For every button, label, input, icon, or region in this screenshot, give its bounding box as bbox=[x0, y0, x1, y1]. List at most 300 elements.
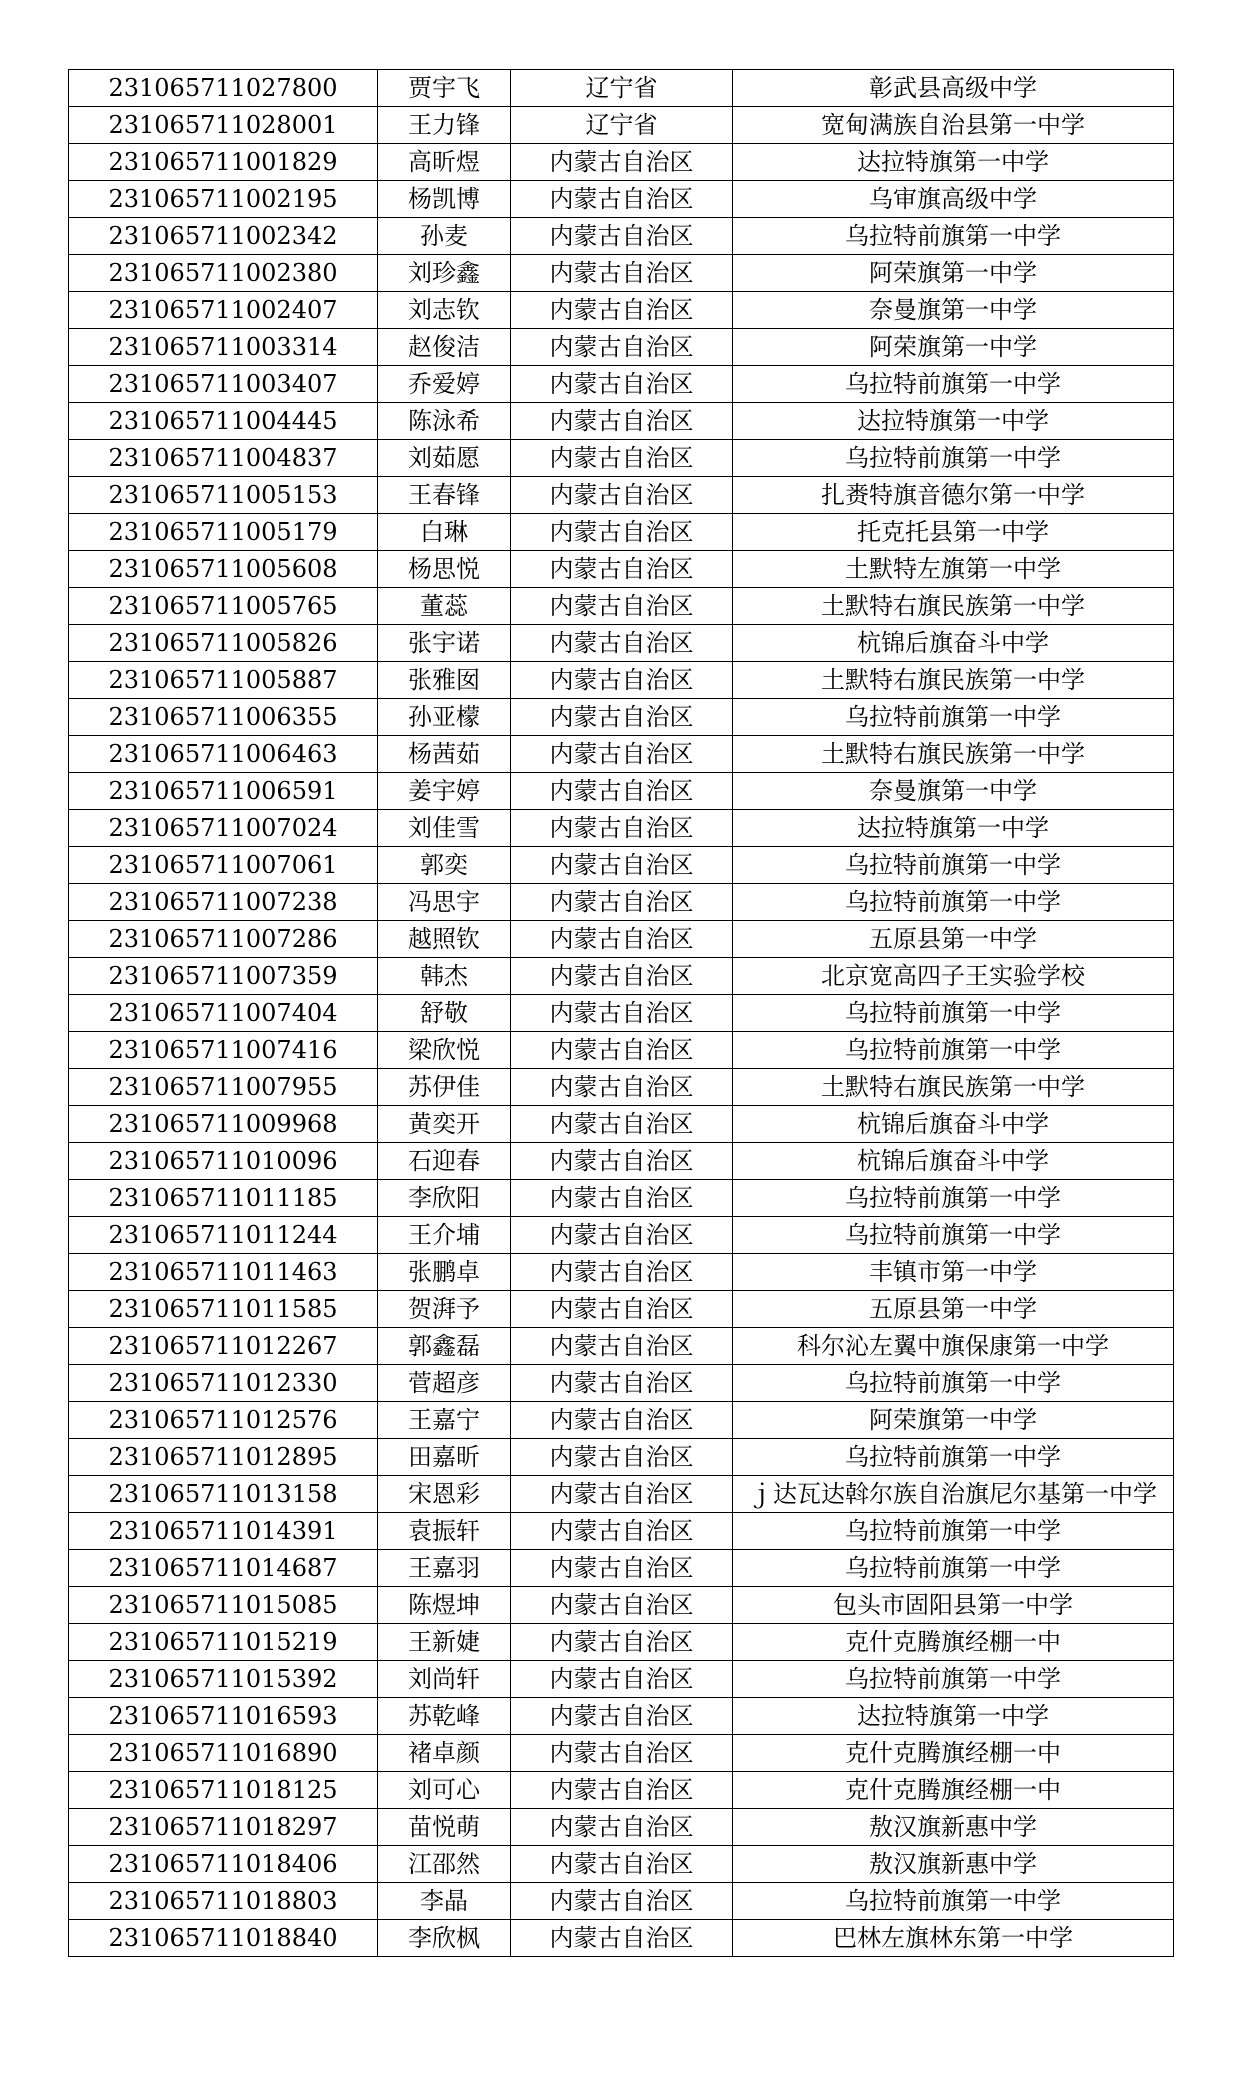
school-cell bbox=[733, 1143, 1174, 1180]
province-cell: 内蒙古自治区 bbox=[511, 403, 733, 440]
school-text: 乌拉特前旗第一中学 bbox=[845, 1517, 1061, 1545]
candidate-id-cell: 231065711002380 bbox=[69, 255, 378, 292]
candidate-id-cell: 231065711011585 bbox=[69, 1291, 378, 1328]
candidate-id-cell: 231065711006355 bbox=[69, 699, 378, 736]
school-cell bbox=[733, 1698, 1174, 1735]
candidate-id-cell: 231065711005887 bbox=[69, 662, 378, 699]
student-name-cell: 杨凯博 bbox=[378, 181, 511, 218]
student-name-cell: 宋恩彩 bbox=[378, 1476, 511, 1513]
school-text: 敖汉旗新惠中学 bbox=[869, 1813, 1037, 1841]
candidate-id-cell: 231065711005179 bbox=[69, 514, 378, 551]
student-name-cell: 石迎春 bbox=[378, 1143, 511, 1180]
table-row bbox=[69, 1476, 1174, 1513]
student-name-cell: 王力锋 bbox=[378, 107, 511, 144]
candidate-id-cell: 231065711012576 bbox=[69, 1402, 378, 1439]
table-row bbox=[69, 625, 1174, 662]
province-cell: 内蒙古自治区 bbox=[511, 1698, 733, 1735]
province-cell: 内蒙古自治区 bbox=[511, 625, 733, 662]
student-name-cell: 杨茜茹 bbox=[378, 736, 511, 773]
student-name-cell: 张鹏卓 bbox=[378, 1254, 511, 1291]
candidate-id-cell: 231065711002407 bbox=[69, 292, 378, 329]
student-name-cell: 梁欣悦 bbox=[378, 1032, 511, 1069]
province-cell: 内蒙古自治区 bbox=[511, 1439, 733, 1476]
school-text: 土默特左旗第一中学 bbox=[845, 555, 1061, 583]
province-cell: 辽宁省 bbox=[511, 70, 733, 107]
table-row bbox=[69, 1254, 1174, 1291]
province-cell: 内蒙古自治区 bbox=[511, 921, 733, 958]
roster-body bbox=[69, 70, 1174, 1957]
province-cell: 内蒙古自治区 bbox=[511, 1735, 733, 1772]
student-name-cell: 苏伊佳 bbox=[378, 1069, 511, 1106]
school-cell bbox=[733, 1920, 1174, 1957]
candidate-id-cell: 231065711011463 bbox=[69, 1254, 378, 1291]
table-row bbox=[69, 995, 1174, 1032]
province-cell: 内蒙古自治区 bbox=[511, 1032, 733, 1069]
school-cell bbox=[733, 255, 1174, 292]
province-cell: 内蒙古自治区 bbox=[511, 736, 733, 773]
student-name-cell: 袁振轩 bbox=[378, 1513, 511, 1550]
table-row bbox=[69, 1809, 1174, 1846]
candidate-id-cell: 231065711010096 bbox=[69, 1143, 378, 1180]
school-text: 杭锦后旗奋斗中学 bbox=[857, 1147, 1049, 1175]
school-text: 克什克腾旗经棚一中 bbox=[845, 1628, 1061, 1656]
table-row bbox=[69, 551, 1174, 588]
school-cell bbox=[733, 1587, 1174, 1624]
student-name-cell: 杨思悦 bbox=[378, 551, 511, 588]
table-row bbox=[69, 329, 1174, 366]
province-cell: 内蒙古自治区 bbox=[511, 1920, 733, 1957]
table-row bbox=[69, 1069, 1174, 1106]
province-cell: 辽宁省 bbox=[511, 107, 733, 144]
school-text: 乌拉特前旗第一中学 bbox=[845, 999, 1061, 1027]
table-row bbox=[69, 1883, 1174, 1920]
school-text: 达拉特旗第一中学 bbox=[857, 407, 1049, 435]
candidate-id-cell: 231065711007416 bbox=[69, 1032, 378, 1069]
school-text: 阿荣旗第一中学 bbox=[869, 1406, 1037, 1434]
school-cell bbox=[733, 810, 1174, 847]
student-name-cell: 舒敬 bbox=[378, 995, 511, 1032]
student-name-cell: 褚卓颜 bbox=[378, 1735, 511, 1772]
school-cell bbox=[733, 699, 1174, 736]
table-row bbox=[69, 1032, 1174, 1069]
school-text: 乌拉特前旗第一中学 bbox=[845, 1665, 1061, 1693]
candidate-id-cell: 231065711018803 bbox=[69, 1883, 378, 1920]
school-text: 五原县第一中学 bbox=[869, 1295, 1037, 1323]
school-cell bbox=[733, 625, 1174, 662]
student-name-cell: 贾宇飞 bbox=[378, 70, 511, 107]
candidate-id-cell: 231065711002342 bbox=[69, 218, 378, 255]
table-row bbox=[69, 1439, 1174, 1476]
student-name-cell: 郭鑫磊 bbox=[378, 1328, 511, 1365]
table-row bbox=[69, 1624, 1174, 1661]
school-cell bbox=[733, 144, 1174, 181]
school-cell bbox=[733, 1069, 1174, 1106]
school-cell bbox=[733, 1217, 1174, 1254]
table-row bbox=[69, 70, 1174, 107]
candidate-id-cell: 231065711007238 bbox=[69, 884, 378, 921]
table-row bbox=[69, 1846, 1174, 1883]
table-row bbox=[69, 477, 1174, 514]
province-cell: 内蒙古自治区 bbox=[511, 1661, 733, 1698]
student-name-cell: 冯思宇 bbox=[378, 884, 511, 921]
table-row bbox=[69, 1291, 1174, 1328]
province-cell: 内蒙古自治区 bbox=[511, 1476, 733, 1513]
province-cell: 内蒙古自治区 bbox=[511, 1809, 733, 1846]
student-name-cell: 刘珍鑫 bbox=[378, 255, 511, 292]
school-cell bbox=[733, 884, 1174, 921]
school-cell bbox=[733, 1402, 1174, 1439]
province-cell: 内蒙古自治区 bbox=[511, 1180, 733, 1217]
school-text: 敖汉旗新惠中学 bbox=[869, 1850, 1037, 1878]
school-text: 乌拉特前旗第一中学 bbox=[845, 1887, 1061, 1915]
student-name-cell: 江邵然 bbox=[378, 1846, 511, 1883]
student-name-cell: 韩杰 bbox=[378, 958, 511, 995]
table-row bbox=[69, 1106, 1174, 1143]
student-name-cell: 王新婕 bbox=[378, 1624, 511, 1661]
school-cell bbox=[733, 107, 1174, 144]
table-row bbox=[69, 588, 1174, 625]
student-name-cell: 王嘉羽 bbox=[378, 1550, 511, 1587]
school-cell bbox=[733, 1550, 1174, 1587]
table-row bbox=[69, 1402, 1174, 1439]
school-text: 科尔沁左翼中旗保康第一中学 bbox=[797, 1332, 1109, 1360]
school-cell bbox=[733, 1735, 1174, 1772]
school-text: 乌拉特前旗第一中学 bbox=[845, 1036, 1061, 1064]
school-cell bbox=[733, 1365, 1174, 1402]
province-cell: 内蒙古自治区 bbox=[511, 810, 733, 847]
school-text: 五原县第一中学 bbox=[869, 925, 1037, 953]
student-name-cell: 孙亚檬 bbox=[378, 699, 511, 736]
candidate-id-cell: 231065711007286 bbox=[69, 921, 378, 958]
table-row bbox=[69, 1920, 1174, 1957]
school-text: 阿荣旗第一中学 bbox=[869, 259, 1037, 287]
student-name-cell: 越照钦 bbox=[378, 921, 511, 958]
school-text: 土默特右旗民族第一中学 bbox=[821, 592, 1085, 620]
table-row bbox=[69, 144, 1174, 181]
candidate-id-cell: 231065711018297 bbox=[69, 1809, 378, 1846]
province-cell: 内蒙古自治区 bbox=[511, 1069, 733, 1106]
school-cell bbox=[733, 329, 1174, 366]
candidate-id-cell: 231065711004837 bbox=[69, 440, 378, 477]
school-cell bbox=[733, 1032, 1174, 1069]
candidate-id-cell: 231065711002195 bbox=[69, 181, 378, 218]
school-text: 奈曼旗第一中学 bbox=[869, 296, 1037, 324]
candidate-id-cell: 231065711007955 bbox=[69, 1069, 378, 1106]
candidate-id-cell: 231065711013158 bbox=[69, 1476, 378, 1513]
school-text: 奈曼旗第一中学 bbox=[869, 777, 1037, 805]
table-row bbox=[69, 1698, 1174, 1735]
school-text: 乌审旗高级中学 bbox=[869, 185, 1037, 213]
province-cell: 内蒙古自治区 bbox=[511, 1513, 733, 1550]
school-text: 阿荣旗第一中学 bbox=[869, 333, 1037, 361]
province-cell: 内蒙古自治区 bbox=[511, 958, 733, 995]
province-cell: 内蒙古自治区 bbox=[511, 514, 733, 551]
table-row bbox=[69, 958, 1174, 995]
school-cell bbox=[733, 1328, 1174, 1365]
province-cell: 内蒙古自治区 bbox=[511, 588, 733, 625]
school-cell bbox=[733, 921, 1174, 958]
table-row bbox=[69, 218, 1174, 255]
school-text: 克什克腾旗经棚一中 bbox=[845, 1739, 1061, 1767]
school-cell bbox=[733, 1106, 1174, 1143]
school-cell bbox=[733, 514, 1174, 551]
student-name-cell: 李晶 bbox=[378, 1883, 511, 1920]
province-cell: 内蒙古自治区 bbox=[511, 773, 733, 810]
school-text: 克什克腾旗经棚一中 bbox=[845, 1776, 1061, 1804]
table-row bbox=[69, 440, 1174, 477]
table-row bbox=[69, 1328, 1174, 1365]
table-row bbox=[69, 736, 1174, 773]
school-cell bbox=[733, 477, 1174, 514]
school-text: 乌拉特前旗第一中学 bbox=[845, 222, 1061, 250]
school-text: 乌拉特前旗第一中学 bbox=[845, 703, 1061, 731]
student-name-cell: 刘尚轩 bbox=[378, 1661, 511, 1698]
school-cell bbox=[733, 958, 1174, 995]
candidate-id-cell: 231065711014687 bbox=[69, 1550, 378, 1587]
school-cell bbox=[733, 1624, 1174, 1661]
province-cell: 内蒙古自治区 bbox=[511, 1291, 733, 1328]
student-name-cell: 黄奕开 bbox=[378, 1106, 511, 1143]
student-name-cell: 姜宇婷 bbox=[378, 773, 511, 810]
school-cell bbox=[733, 1846, 1174, 1883]
student-name-cell: 贺湃予 bbox=[378, 1291, 511, 1328]
table-row bbox=[69, 292, 1174, 329]
province-cell: 内蒙古自治区 bbox=[511, 255, 733, 292]
school-cell bbox=[733, 847, 1174, 884]
student-name-cell: 陈煜坤 bbox=[378, 1587, 511, 1624]
province-cell: 内蒙古自治区 bbox=[511, 477, 733, 514]
province-cell: 内蒙古自治区 bbox=[511, 218, 733, 255]
candidate-id-cell: 231065711016890 bbox=[69, 1735, 378, 1772]
school-cell bbox=[733, 1291, 1174, 1328]
candidate-id-cell: 231065711016593 bbox=[69, 1698, 378, 1735]
candidate-id-cell: 231065711015085 bbox=[69, 1587, 378, 1624]
school-cell bbox=[733, 1180, 1174, 1217]
school-cell bbox=[733, 1883, 1174, 1920]
school-text: 杭锦后旗奋斗中学 bbox=[857, 1110, 1049, 1138]
table-row bbox=[69, 1143, 1174, 1180]
school-text: 乌拉特前旗第一中学 bbox=[845, 1369, 1061, 1397]
table-row bbox=[69, 662, 1174, 699]
table-row bbox=[69, 847, 1174, 884]
candidate-id-cell: 231065711005765 bbox=[69, 588, 378, 625]
province-cell: 内蒙古自治区 bbox=[511, 1254, 733, 1291]
school-text: 杭锦后旗奋斗中学 bbox=[857, 629, 1049, 657]
province-cell: 内蒙古自治区 bbox=[511, 1328, 733, 1365]
school-text: 包头市固阳县第一中学 bbox=[833, 1591, 1073, 1619]
school-cell bbox=[733, 403, 1174, 440]
student-name-cell: 刘茹愿 bbox=[378, 440, 511, 477]
province-cell: 内蒙古自治区 bbox=[511, 1883, 733, 1920]
candidate-id-cell: 231065711005608 bbox=[69, 551, 378, 588]
school-cell bbox=[733, 70, 1174, 107]
province-cell: 内蒙古自治区 bbox=[511, 144, 733, 181]
table-row bbox=[69, 255, 1174, 292]
school-cell bbox=[733, 1661, 1174, 1698]
student-name-cell: 白琳 bbox=[378, 514, 511, 551]
school-cell bbox=[733, 1772, 1174, 1809]
school-text: 达拉特旗第一中学 bbox=[857, 1702, 1049, 1730]
table-row bbox=[69, 1513, 1174, 1550]
candidate-id-cell: 231065711018840 bbox=[69, 1920, 378, 1957]
student-name-cell: 孙麦 bbox=[378, 218, 511, 255]
candidate-id-cell: 231065711004445 bbox=[69, 403, 378, 440]
student-name-cell: 刘可心 bbox=[378, 1772, 511, 1809]
roster-table bbox=[68, 69, 1174, 1957]
school-cell bbox=[733, 1439, 1174, 1476]
table-row bbox=[69, 514, 1174, 551]
candidate-id-cell: 231065711009968 bbox=[69, 1106, 378, 1143]
province-cell: 内蒙古自治区 bbox=[511, 551, 733, 588]
school-cell bbox=[733, 736, 1174, 773]
candidate-id-cell: 231065711003407 bbox=[69, 366, 378, 403]
school-cell bbox=[733, 366, 1174, 403]
province-cell: 内蒙古自治区 bbox=[511, 292, 733, 329]
province-cell: 内蒙古自治区 bbox=[511, 1106, 733, 1143]
school-text: 巴林左旗林东第一中学 bbox=[833, 1924, 1073, 1952]
candidate-id-cell: 231065711005153 bbox=[69, 477, 378, 514]
table-row bbox=[69, 1217, 1174, 1254]
candidate-id-cell: 231065711018406 bbox=[69, 1846, 378, 1883]
province-cell: 内蒙古自治区 bbox=[511, 1217, 733, 1254]
school-text: 土默特右旗民族第一中学 bbox=[821, 740, 1085, 768]
candidate-id-cell: 231065711012330 bbox=[69, 1365, 378, 1402]
candidate-id-cell: 231065711011185 bbox=[69, 1180, 378, 1217]
candidate-id-cell: 231065711014391 bbox=[69, 1513, 378, 1550]
table-row bbox=[69, 1180, 1174, 1217]
school-text: 乌拉特前旗第一中学 bbox=[845, 851, 1061, 879]
candidate-id-cell: 231065711007404 bbox=[69, 995, 378, 1032]
table-row bbox=[69, 107, 1174, 144]
student-name-cell: 董蕊 bbox=[378, 588, 511, 625]
candidate-id-cell: 231065711005826 bbox=[69, 625, 378, 662]
school-text: 乌拉特前旗第一中学 bbox=[845, 370, 1061, 398]
table-row bbox=[69, 403, 1174, 440]
candidate-id-cell: 231065711006463 bbox=[69, 736, 378, 773]
student-name-cell: 李欣枫 bbox=[378, 1920, 511, 1957]
province-cell: 内蒙古自治区 bbox=[511, 1624, 733, 1661]
school-text: 乌拉特前旗第一中学 bbox=[845, 888, 1061, 916]
table-row bbox=[69, 181, 1174, 218]
school-text: 乌拉特前旗第一中学 bbox=[845, 1443, 1061, 1471]
province-cell: 内蒙古自治区 bbox=[511, 440, 733, 477]
province-cell: 内蒙古自治区 bbox=[511, 1846, 733, 1883]
province-cell: 内蒙古自治区 bbox=[511, 699, 733, 736]
table-row bbox=[69, 1661, 1174, 1698]
table-row bbox=[69, 773, 1174, 810]
school-text: 乌拉特前旗第一中学 bbox=[845, 444, 1061, 472]
province-cell: 内蒙古自治区 bbox=[511, 1402, 733, 1439]
candidate-id-cell: 231065711015392 bbox=[69, 1661, 378, 1698]
school-cell bbox=[733, 588, 1174, 625]
student-name-cell: 王嘉宁 bbox=[378, 1402, 511, 1439]
province-cell: 内蒙古自治区 bbox=[511, 1365, 733, 1402]
school-text: 达拉特旗第一中学 bbox=[857, 814, 1049, 842]
school-text: 乌拉特前旗第一中学 bbox=[845, 1554, 1061, 1582]
table-row bbox=[69, 1772, 1174, 1809]
school-cell bbox=[733, 218, 1174, 255]
school-cell bbox=[733, 181, 1174, 218]
candidate-id-cell: 231065711027800 bbox=[69, 70, 378, 107]
school-text: 乌拉特前旗第一中学 bbox=[845, 1184, 1061, 1212]
student-name-cell: 张宇诺 bbox=[378, 625, 511, 662]
student-name-cell: 苗悦萌 bbox=[378, 1809, 511, 1846]
school-text: ｊ达瓦达斡尔族自治旗尼尔基第一中学 bbox=[749, 1480, 1157, 1508]
province-cell: 内蒙古自治区 bbox=[511, 662, 733, 699]
candidate-id-cell: 231065711018125 bbox=[69, 1772, 378, 1809]
table-row bbox=[69, 1587, 1174, 1624]
candidate-id-cell: 231065711001829 bbox=[69, 144, 378, 181]
province-cell: 内蒙古自治区 bbox=[511, 181, 733, 218]
school-text: 扎赉特旗音德尔第一中学 bbox=[821, 481, 1085, 509]
table-row bbox=[69, 884, 1174, 921]
table-row bbox=[69, 1550, 1174, 1587]
school-text: 土默特右旗民族第一中学 bbox=[821, 666, 1085, 694]
candidate-id-cell: 231065711028001 bbox=[69, 107, 378, 144]
candidate-id-cell: 231065711003314 bbox=[69, 329, 378, 366]
student-name-cell: 刘志钦 bbox=[378, 292, 511, 329]
candidate-id-cell: 231065711012895 bbox=[69, 1439, 378, 1476]
school-text: 土默特右旗民族第一中学 bbox=[821, 1073, 1085, 1101]
province-cell: 内蒙古自治区 bbox=[511, 1772, 733, 1809]
school-cell bbox=[733, 1476, 1174, 1513]
school-cell bbox=[733, 1254, 1174, 1291]
candidate-id-cell: 231065711007024 bbox=[69, 810, 378, 847]
school-text: 乌拉特前旗第一中学 bbox=[845, 1221, 1061, 1249]
province-cell: 内蒙古自治区 bbox=[511, 1587, 733, 1624]
student-name-cell: 乔爱婷 bbox=[378, 366, 511, 403]
table-row bbox=[69, 1365, 1174, 1402]
student-name-cell: 赵俊洁 bbox=[378, 329, 511, 366]
school-cell bbox=[733, 440, 1174, 477]
student-name-cell: 张雅囡 bbox=[378, 662, 511, 699]
student-name-cell: 王介埔 bbox=[378, 1217, 511, 1254]
province-cell: 内蒙古自治区 bbox=[511, 329, 733, 366]
school-cell bbox=[733, 995, 1174, 1032]
province-cell: 内蒙古自治区 bbox=[511, 995, 733, 1032]
school-cell bbox=[733, 551, 1174, 588]
school-text: 宽甸满族自治县第一中学 bbox=[821, 111, 1085, 139]
school-text: 托克托县第一中学 bbox=[857, 518, 1049, 546]
candidate-id-cell: 231065711006591 bbox=[69, 773, 378, 810]
province-cell: 内蒙古自治区 bbox=[511, 366, 733, 403]
student-name-cell: 陈泳希 bbox=[378, 403, 511, 440]
province-cell: 内蒙古自治区 bbox=[511, 847, 733, 884]
school-text: 北京宽高四子王实验学校 bbox=[821, 962, 1085, 990]
student-name-cell: 苏乾峰 bbox=[378, 1698, 511, 1735]
candidate-id-cell: 231065711007359 bbox=[69, 958, 378, 995]
candidate-id-cell: 231065711011244 bbox=[69, 1217, 378, 1254]
student-name-cell: 田嘉昕 bbox=[378, 1439, 511, 1476]
student-name-cell: 高昕煜 bbox=[378, 144, 511, 181]
table-row bbox=[69, 699, 1174, 736]
student-name-cell: 王春锋 bbox=[378, 477, 511, 514]
province-cell: 内蒙古自治区 bbox=[511, 1550, 733, 1587]
student-name-cell: 刘佳雪 bbox=[378, 810, 511, 847]
candidate-id-cell: 231065711007061 bbox=[69, 847, 378, 884]
school-text: 丰镇市第一中学 bbox=[869, 1258, 1037, 1286]
student-name-cell: 菅超彦 bbox=[378, 1365, 511, 1402]
school-text: 彰武县高级中学 bbox=[869, 74, 1037, 102]
table-row bbox=[69, 921, 1174, 958]
candidate-id-cell: 231065711012267 bbox=[69, 1328, 378, 1365]
table-row bbox=[69, 810, 1174, 847]
school-text: 达拉特旗第一中学 bbox=[857, 148, 1049, 176]
student-name-cell: 郭奕 bbox=[378, 847, 511, 884]
school-cell bbox=[733, 773, 1174, 810]
school-cell bbox=[733, 1513, 1174, 1550]
province-cell: 内蒙古自治区 bbox=[511, 1143, 733, 1180]
